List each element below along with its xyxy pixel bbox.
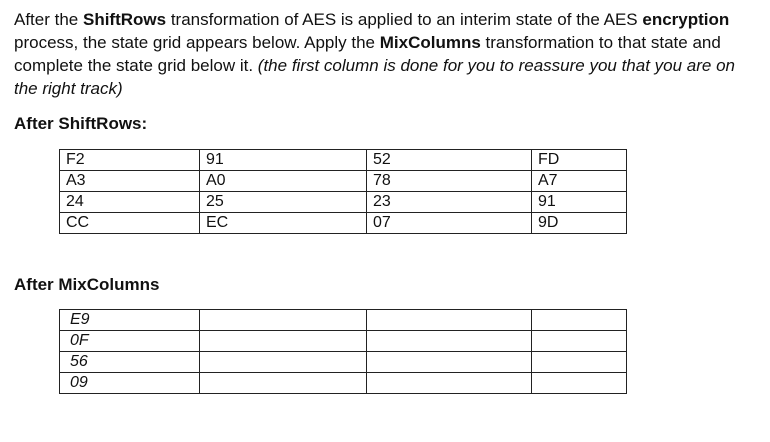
- intro-text-1: After the: [14, 10, 83, 29]
- answer-cell[interactable]: [532, 352, 627, 373]
- state-cell: 24: [60, 192, 200, 213]
- state-cell: A3: [60, 171, 200, 192]
- state-cell: 23: [367, 192, 532, 213]
- table-row: [60, 373, 627, 394]
- answer-cell[interactable]: [532, 331, 627, 352]
- intro-text-2: transformation of AES is applied to an interim state of the AES: [166, 10, 643, 29]
- state-cell: 52: [367, 150, 532, 171]
- intro-mixcolumns-term: MixColumns: [379, 33, 481, 52]
- instructions-paragraph: [14, 8, 759, 100]
- answer-cell[interactable]: [532, 373, 627, 394]
- state-cell: E9: [60, 310, 200, 331]
- answer-cell[interactable]: [367, 310, 532, 331]
- intro-hint: (the first column is done for you to reassure you that you are on the right track): [14, 56, 735, 98]
- intro-text-3: process, the state grid appears below. Apply the: [14, 33, 380, 52]
- state-cell: 9D: [532, 213, 627, 234]
- mixcolumns-heading: After MixColumns: [14, 275, 160, 294]
- shiftrows-heading: After ShiftRows:: [14, 114, 148, 133]
- table-row: [60, 352, 627, 373]
- table-row: [60, 213, 627, 234]
- state-cell: 0F: [60, 331, 200, 352]
- table-row: [60, 331, 627, 352]
- answer-cell[interactable]: [200, 373, 367, 394]
- answer-cell[interactable]: [367, 352, 532, 373]
- answer-cell[interactable]: [532, 310, 627, 331]
- state-cell: CC: [60, 213, 200, 234]
- mixcolumns-state-grid: [59, 309, 627, 394]
- intro-text-4: transformation to that state and complete the state grid below it.: [14, 33, 721, 75]
- intro-shiftrows-term: ShiftRows: [82, 10, 167, 29]
- state-cell: 78: [367, 171, 532, 192]
- answer-cell[interactable]: [200, 331, 367, 352]
- state-cell: EC: [200, 213, 367, 234]
- state-cell: 07: [367, 213, 532, 234]
- state-cell: 91: [532, 192, 627, 213]
- state-cell: 56: [60, 352, 200, 373]
- state-cell: A7: [532, 171, 627, 192]
- state-cell: 09: [60, 373, 200, 394]
- intro-encryption-term: encryption: [642, 10, 730, 29]
- shiftrows-state-grid: [59, 149, 627, 234]
- table-row: [60, 192, 627, 213]
- answer-cell[interactable]: [367, 373, 532, 394]
- answer-cell[interactable]: [367, 331, 532, 352]
- table-row: [60, 171, 627, 192]
- state-cell: 91: [200, 150, 367, 171]
- table-row: [60, 150, 627, 171]
- answer-cell[interactable]: [200, 352, 367, 373]
- state-cell: F2: [60, 150, 200, 171]
- answer-cell[interactable]: [200, 310, 367, 331]
- state-cell: 25: [200, 192, 367, 213]
- state-cell: FD: [532, 150, 627, 171]
- state-cell: A0: [200, 171, 367, 192]
- table-row: [60, 310, 627, 331]
